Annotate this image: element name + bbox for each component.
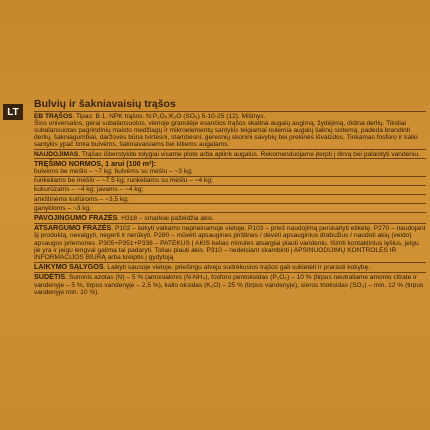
composition-paragraph <box>34 273 426 296</box>
usage-label: NAUDOJIMAS <box>34 150 79 158</box>
norm-item: ankštinėms kultūroms – ~3,5 kg; <box>34 195 129 203</box>
usage-text: . Trąšas išberstykite tolygiai visame plote arba aplink augalus. Rekomenduojame įterpti į dirvą bei palaistyti vandeniu. <box>78 150 420 158</box>
precaution-text: . P102 – laikyti vaikams neprieinamoje vietoje. P103 – prieš naudojimą perskaityti etiketę. P270 – naudojant šį produktą, nevalgyti, negerti ir nerūkyti. P280 – mūvėti apsaugines pirštines / dėvėti apsauginius drabužius / naudoti akių (veido) apsaugos priemones. P305+P351+P338 – PATEKUS Į AKIS kelias minutes atsargiai plauti vandeniu. Išimti kontaktinius lęšius, jeigu jie yra ir jeigu lengvai galima tai padaryti. Toliau plauti akis. P310 – nedelsiant skambinti į APSINUODIJIMŲ KONTROLĖS IR INFORMACIJOS BIURĄ arba kreiptis į gydytoją <box>34 225 426 261</box>
norms-section <box>34 160 426 212</box>
hazard-paragraph <box>34 214 426 222</box>
hazard-label: PAVOJINGUMO FRAZĖS <box>34 212 118 222</box>
storage-label: LAIKYMO SĄLYGOS <box>34 262 104 272</box>
norms-label: TRĘŠIMO NORMOS, 1 arui (100 m²): <box>34 158 157 168</box>
norm-item: bulvėms be mėšlo – ~7 kg; bulvėms su mėšlu – ~3 kg; <box>34 167 193 175</box>
composition-label: SUDĖTIS <box>34 272 66 282</box>
usage-paragraph <box>34 151 426 158</box>
storage-paragraph <box>34 263 426 271</box>
norm-item: runkeliams be mėšlo – ~7.5 kg; runkeliams su mėšlu – ~4 kg; <box>34 177 213 185</box>
storage-text: . Laikyti sausoje vietoje, priešingu atveju sudrėkusios trąšos gali sukietėti ir prarasti kokybę. <box>103 264 371 272</box>
precaution-paragraph <box>34 224 426 261</box>
precaution-label: ATSARGUMO FRAZĖS <box>34 223 112 233</box>
description-paragraph: Šios universalos, gerai subalansuotos, vienoje granulėje esančios trąšos skatina augalų augimą, žydėjimą, didina derlių. Tiksliai subalansuotas pagrindinių maisto medžiagų ir mikroelementų santykis teigiamai nulemia augalų šaknų sistemą, padeda brandinti derlių, šakniagumbiai, daržovės būna tvirtesni, stambesni, geresnių skonini savybių bei prekinės išvaizdos. Tinkamas fosforo ir kalio santykis ypač tinka bulvėms, šakniavaisiams bei kitiems augalams. <box>34 119 418 149</box>
hazard-text: . H318 – smarkiai pažeidžia akis. <box>117 214 214 222</box>
intro-text: . Tipas: B.1. NPK trąšos. N:P₂O₅:K₂O (SO₃) 5-10-25 (12). Mišinys. <box>72 112 266 120</box>
norm-item: kukurūzams – ~4 kg; javams – ~4 kg; <box>34 186 144 194</box>
label-content <box>34 98 426 296</box>
intro-label: EB TRĄŠOS <box>34 112 73 120</box>
composition-text: . Suminis azotas (N) – 5 % (amoniakinis (N-NH₄), fosforo pentoksidas (P₂O₅) – 10 % (tirpus neutraliame amonio citrate ir vandenyje – 5 %, tirpus vandenyje – 2,5 %), kalio oksidas (K₂O) – 25 % (tirpus vandenyje), sieros trioksidas (SO₃) – min. 12 % (tirpus vandenyje min. 10 %). <box>34 274 424 296</box>
norm-item: ganykloms – ~3 kg. <box>34 204 91 212</box>
intro-paragraph <box>34 113 426 120</box>
language-badge: LT <box>3 104 23 120</box>
product-title: Bulvių ir šakniavaisių trąšos <box>34 98 176 110</box>
